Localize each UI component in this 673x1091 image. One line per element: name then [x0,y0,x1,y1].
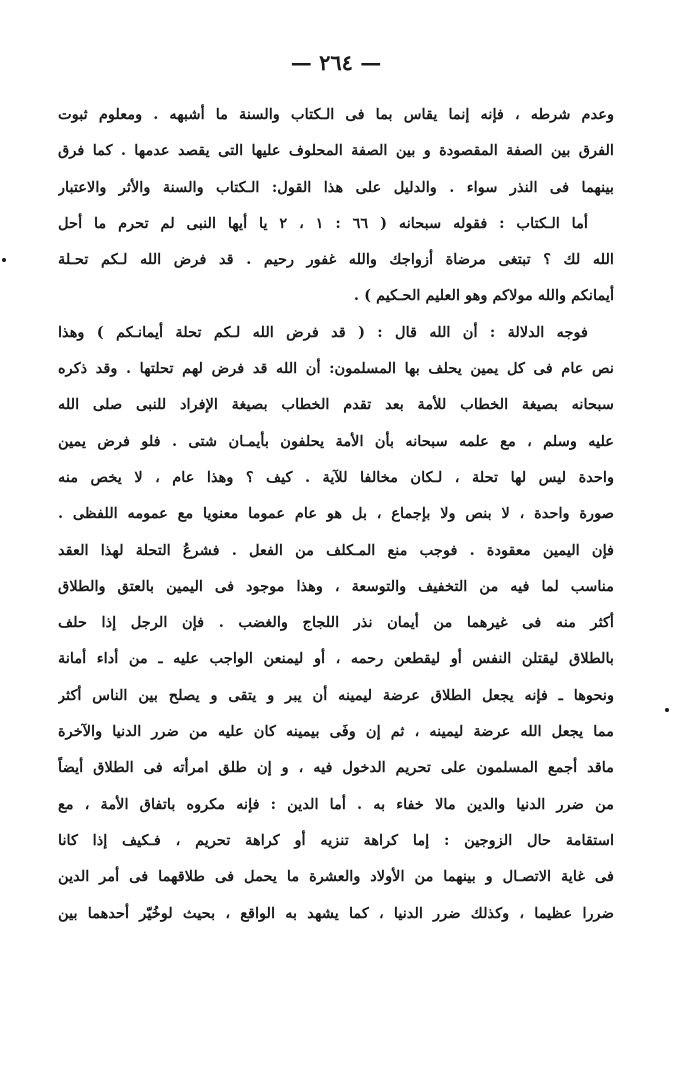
text-line: الله لك ؟ تبتغى مرضاة أزواجك والله غفور رحيم . قد فرض الله لـكم تحـلة [58,251,614,269]
book-page [58,50,614,932]
text-line: أيمانكم والله مولاكم وهو العليم الحـكيم ) . [353,287,614,305]
text-line: ونحوها ـ فإنه يجعل الطلاق عرضة ليمينه أن يبر و يتقى و يصلح بين الناس أكثر [58,686,614,704]
text-line: فوجه الدلالة : أن الله قال : ( قد فرض الله لـكم تحلة أيمانـكم ) وهذا [58,323,588,341]
text-line: وعدم شرطه ، فإنه إنما يقاس بما فى الـكتاب والسنة ما أشبهه . ومعلوم ثبوت [58,106,614,123]
scan-speck-left [2,258,6,262]
text-line: فى غاية الاتصـال و بينهما من الأولاد والعشرة ما يحمل فى طلاقهما فى أمر الدين [58,868,614,886]
page-number [58,50,614,75]
text-line: مناسب لما فيه من التخفيف والتوسعة ، وهذا موجود فى اليمين بالعتق والطلاق [58,577,614,595]
text-line: عليه وسلم ، مع علمه سبحانه بأن الأمة يحلفون بأيمـان شتى . فلو فرض يمين [58,432,614,450]
text-line: بالطلاق ليقتلن النفس أو ليقطعن رحمه ، أو ليمنعن الواجب عليه ـ من أداء أمانة [58,650,614,668]
text-line: أما الـكتاب : فقوله سبحانه ( ٦٦ : ١ ، ٢ يا أيها النبى لم تحرم ما أحل [58,214,588,232]
text-line: ماقد أجمع المسلمون على تحريم الدخول فيه ، و إن طلق امرأته فى الطلاق أيضاً [58,759,614,777]
text-line: بينهما فى النذر سواء . والدليل على هذا القول: الـكتاب والسنة والأثر والاعتبار [58,178,614,196]
text-line: واحدة ليس لها تحلة ، لـكان مخالفا للآية . كيف ؟ وهذا عام ، لا يخص منه [58,468,614,486]
text-line: أكثر منه فى غيرهما من أيمان نذر اللجاج والغضب . فإن الرجل إذا حلف [58,614,614,632]
page-body-text [58,97,614,932]
text-line: استقامة حال الزوجين : إما كراهة تنزيه أو كراهة تحريم ، فـكيف إذا كانا [58,831,614,849]
text-line: سبحانه بصيغة الخطاب للأمة بعد تقدم الخطاب بصيغة الإفراد للنبى صلى الله [58,396,614,414]
scan-speck-right [665,708,669,712]
text-line: صورة واحدة ، لا بنص ولا بإجماع ، بل هو عام عموما معنويا مع عمومه اللفظى . [58,505,614,523]
text-line: الفرق بين الصفة المقصودة و بين الصفة المحلوف عليها التى يقصد عدمها . كما فرق [58,142,614,160]
text-line: من ضرر الدنيا والدين مالا خفاء به . أما الدين : فإنه مكروه باتفاق الأمة ، مع [58,795,614,813]
text-line: ضررا عظيما ، وكذلك ضرر الدنيا ، كما يشهد به الواقع ، بحيث لوخُيّر أحدهما بين [58,904,614,922]
text-line: نص عام فى كل يمين يحلف بها المسلمون: أن الله قد فرض لهم تحلتها . وقد ذكره [58,360,614,378]
page-number-text: — ٢٦٤ — [290,50,382,75]
text-line: فإن اليمين معقودة . فوجب منع المـكلف من الفعل . فشرعُ التحلة لهذا العقد [58,541,614,559]
text-line: مما يجعل الله عرضة ليمينه ، ثم إن وفَى بيمينه كان عليه من ضرر الدنيا والآخرة [58,723,614,741]
